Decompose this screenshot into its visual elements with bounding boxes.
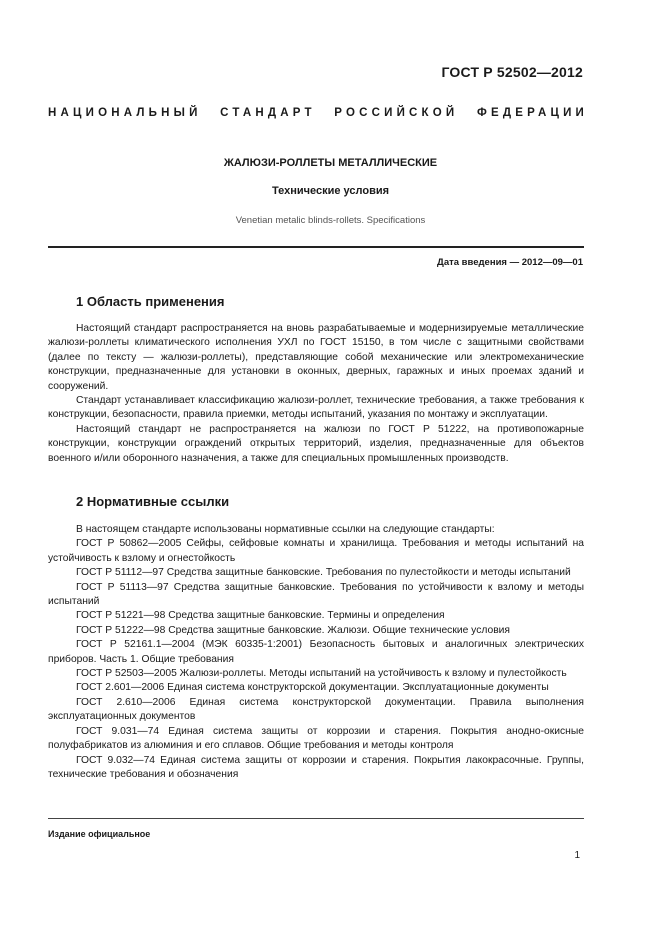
footer-divider <box>48 818 584 819</box>
reference-item: ГОСТ Р 52503—2005 Жалюзи-роллеты. Методы испытаний на устойчивость к взлому и пулестойкость <box>76 668 567 680</box>
reference-item: ГОСТ 9.031—74 Единая система защиты от коррозии и старения. Покрытия анодно-окисные полуфабрикатов из алюминия и его сплавов. Общие требования и методы контроля <box>48 725 584 752</box>
introduction-date: Дата введения — 2012—09—01 <box>437 257 583 268</box>
reference-item: ГОСТ Р 51112—97 Средства защитные банковские. Требования по пулестойкости и методы испытаний <box>76 567 571 579</box>
document-title: ЖАЛЮЗИ-РОЛЛЕТЫ МЕТАЛЛИЧЕСКИЕ <box>223 157 438 169</box>
reference-item: ГОСТ 2.610—2006 Единая система конструкторской документации. Правила выполнения эксплуатационных документов <box>48 696 584 723</box>
reference-item: ГОСТ Р 51221—98 Средства защитные банковские. Термины и определения <box>76 610 445 622</box>
national-standard-banner <box>48 107 588 119</box>
document-code: ГОСТ Р 52502—2012 <box>441 64 583 80</box>
reference-item: ГОСТ Р 51113—97 Средства защитные банковские. Требования по устойчивости к взлому и методы испытаний <box>48 581 584 608</box>
banner-word-1: НАЦИОНАЛЬНЫЙ <box>48 107 202 119</box>
reference-item: ГОСТ 2.601—2006 Единая система конструкторской документации. Эксплуатационные документы <box>76 682 549 694</box>
normative-references-list <box>48 523 584 782</box>
section-2-heading: 2 Нормативные ссылки <box>76 494 230 509</box>
reference-item: ГОСТ Р 50862—2005 Сейфы, сейфовые комнаты и хранилища. Требования и методы испытаний на устойчивость к взлому и огнестойкость <box>48 538 584 564</box>
banner-word-4: ФЕДЕРАЦИИ <box>476 107 588 119</box>
section-1-body <box>48 322 584 466</box>
reference-item: В настоящем стандарте использованы нормативные ссылки на следующие стандарты: <box>76 524 495 535</box>
banner-word-3: РОССИЙСКОЙ <box>334 107 459 119</box>
document-subtitle: Технические условия <box>271 185 390 197</box>
english-title: Venetian metalic blinds-rollets. Specifications <box>235 215 426 226</box>
section-1-paragraph: Стандарт устанавливает классификацию жалюзи-роллет, технические требования, а также требования к конструкции, безопасности, правила приемки, методы испытаний, указания по монтажу и эксплуатации. <box>48 395 584 421</box>
section-1-paragraph: Настоящий стандарт распространяется на вновь разрабатываемые и модернизируемые металлические жалюзи-роллеты климатического исполнения УХЛ по ГОСТ 15150, в том числе с защитными свойствами (далее по тексту — жалюзи-роллеты), представляющие собой механические или электромеханические конструкции, предназначенные для установки в оконных, дверных, гаражных и иных проемах зданий и сооружений. <box>48 323 584 392</box>
banner-word-2: СТАНДАРТ <box>220 107 316 119</box>
reference-item: ГОСТ Р 51222—98 Средства защитные банковские. Жалюзи. Общие технические условия <box>76 624 510 636</box>
reference-item: ГОСТ Р 52161.1—2004 (МЭК 60335-1:2001) Безопасность бытовых и аналогичных электрических приборов. Часть 1. Общие требования <box>48 639 584 665</box>
section-1-paragraph: Настоящий стандарт не распространяется на жалюзи по ГОСТ Р 51222, на противопожарные конструкции, конструкции ограждений открытых территорий, изделия, предназначенные для объектов военного и/или оборонного назначения, а также для специальных промышленных производств. <box>48 423 584 464</box>
reference-item: ГОСТ 9.032—74 Единая система защиты от коррозии и старения. Покрытия лакокрасочные. Группы, технические требования и обозначения <box>48 754 584 780</box>
section-1-heading: 1 Область применения <box>76 294 225 309</box>
official-edition-label: Издание официальное <box>48 829 151 839</box>
page-number: 1 <box>574 850 580 861</box>
title-divider <box>48 246 584 248</box>
